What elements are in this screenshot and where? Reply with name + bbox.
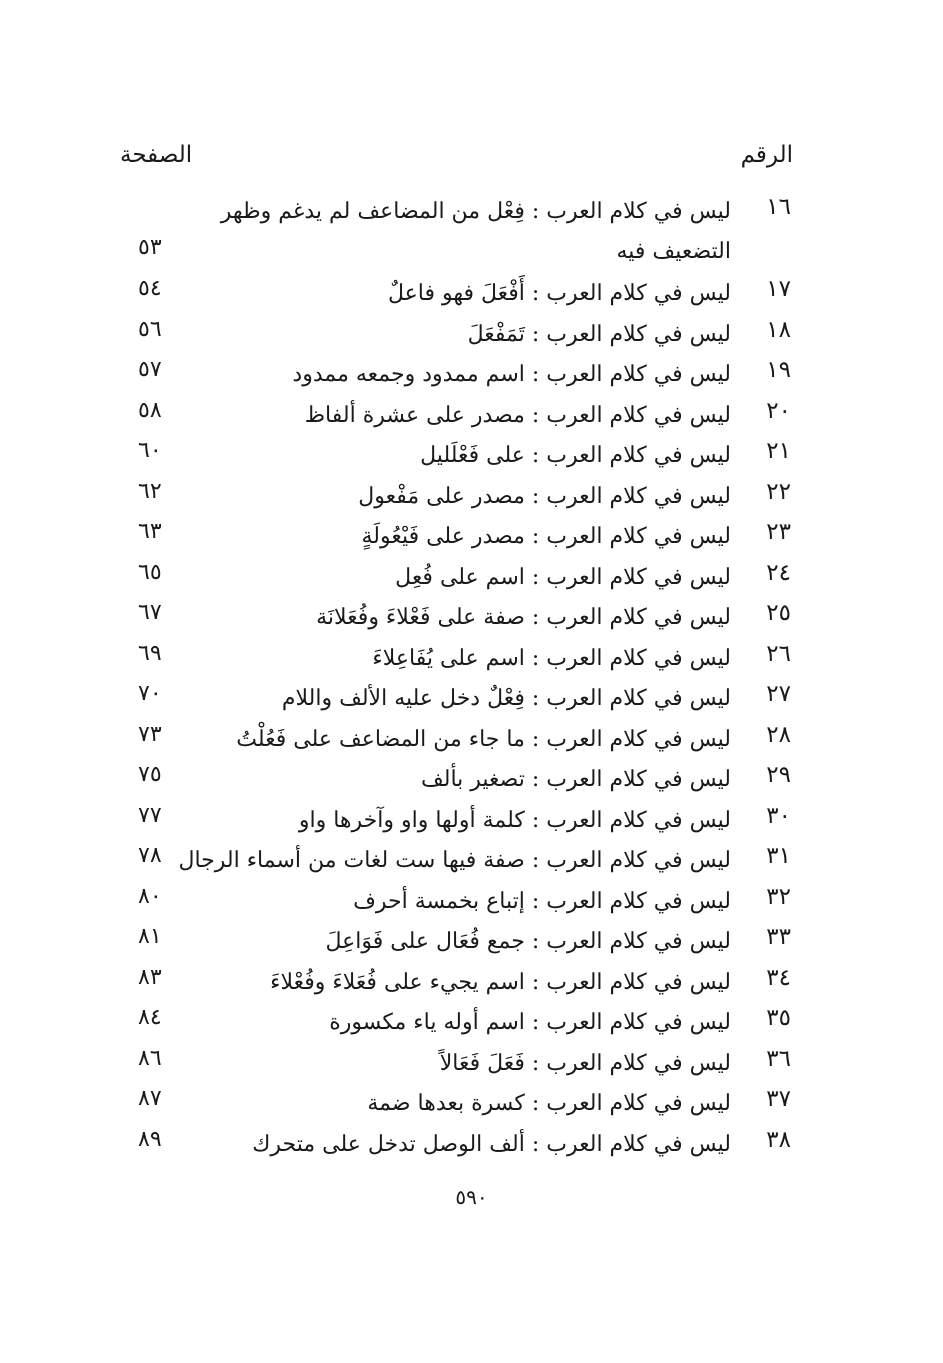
entry-number: ٢١ <box>766 438 791 464</box>
entry-number: ٣٧ <box>766 1086 791 1112</box>
entry-page: ٥٤ <box>138 276 162 301</box>
entry-title: ليس في كلام العرب : تَمَفْعَلَ <box>467 321 731 347</box>
entry-title: ليس في كلام العرب : جمع فُعَال على فَوَاعِلَ <box>325 929 731 954</box>
entry-page: ٨٧ <box>138 1086 162 1111</box>
index-row <box>0 192 943 274</box>
index-row <box>0 679 943 720</box>
entry-title: ليس في كلام العرب : ما جاء من المضاعف على فَعُلْتُ <box>236 726 731 752</box>
entry-title: ليس في كلام العرب : اسم ممدود وجمعه ممدود <box>292 362 731 387</box>
index-row <box>0 315 943 356</box>
entry-title: ليس في كلام العرب : اسم يجيء على فُعَلاءَ وفُعْلاءَ <box>270 969 731 995</box>
entry-page: ٧٧ <box>138 802 162 828</box>
entry-number: ١٦ <box>766 194 791 220</box>
entry-number: ٣٠ <box>766 802 791 829</box>
entry-number: ٢٩ <box>766 762 791 788</box>
entry-page: ٦٧ <box>138 600 162 625</box>
entry-page: ٥٧ <box>138 357 162 382</box>
entry-number: ٣٥ <box>766 1005 791 1031</box>
entry-title: ليس في كلام العرب : تصغير بألف <box>420 767 731 792</box>
index-row <box>0 963 943 1004</box>
entry-title: ليس في كلام العرب : كلمة أولها واو وآخرها واو <box>298 807 731 833</box>
entry-title: ليس في كلام العرب : مصدر على عشرة ألفاظ <box>304 402 731 428</box>
entry-title: ليس في كلام العرب : فِعْلٌ دخل عليه الألف واللام <box>281 686 731 711</box>
entry-page: ٨١ <box>138 924 162 949</box>
entry-number: ٢٣ <box>766 519 791 545</box>
entry-page: ٥٣ <box>138 235 162 260</box>
entry-title: ليس في كلام العرب : اسم أوله ياء مكسورة <box>329 1010 731 1035</box>
entry-number: ٢٠ <box>766 397 791 424</box>
index-row <box>0 841 943 882</box>
entry-number: ٢٢ <box>766 478 791 505</box>
entry-title: ليس في كلام العرب : أَفْعَلَ فهو فاعلٌ <box>387 281 731 306</box>
index-row <box>0 558 943 599</box>
entry-title: ليس في كلام العرب : فِعْل من المضاعف لم يدغم وظهر التضعيف فيه <box>220 199 731 264</box>
entry-title: ليس في كلام العرب : اسم على يُفَاعِلاءَ <box>372 645 731 671</box>
index-row <box>0 922 943 963</box>
index-row <box>0 1084 943 1125</box>
index-row <box>0 760 943 801</box>
entry-number: ٣١ <box>766 843 791 869</box>
entry-page: ٦٩ <box>138 640 162 666</box>
index-row <box>0 274 943 315</box>
entry-number: ١٨ <box>766 316 791 343</box>
entry-number: ١٩ <box>766 357 791 383</box>
entry-page: ٥٨ <box>138 397 162 423</box>
entry-number: ٣٨ <box>766 1126 791 1153</box>
entry-page: ٨٦ <box>138 1045 162 1071</box>
entry-title: ليس في كلام العرب : اسم على فُعِل <box>395 564 731 590</box>
index-row <box>0 355 943 396</box>
index-row <box>0 477 943 518</box>
entry-page: ٨٠ <box>138 883 162 909</box>
entry-page: ٦٢ <box>138 478 162 504</box>
index-row <box>0 1044 943 1085</box>
number-column-header: الرقم <box>740 142 793 168</box>
entry-title: ليس في كلام العرب : مصدر على فَيْعُولَةٍ <box>361 524 731 549</box>
entry-page: ٧٣ <box>138 721 162 747</box>
index-list <box>0 192 943 1165</box>
entry-page: ٦٠ <box>138 438 162 463</box>
entry-page: ٦٣ <box>138 519 162 544</box>
entry-page: ٧٨ <box>138 843 162 868</box>
entry-page: ٦٥ <box>138 559 162 585</box>
entry-number: ٣٤ <box>766 964 791 991</box>
index-row <box>0 396 943 437</box>
index-row <box>0 436 943 477</box>
entry-number: ٢٨ <box>766 721 791 748</box>
entry-number: ٣٣ <box>766 924 791 950</box>
entry-title: ليس في كلام العرب : كسرة بعدها ضمة <box>367 1091 731 1116</box>
entry-page: ٨٤ <box>138 1005 162 1030</box>
entry-title: ليس في كلام العرب : ألف الوصل تدخل على متحرك <box>252 1131 731 1157</box>
index-row <box>0 801 943 842</box>
page-column-header: الصفحة <box>120 142 193 168</box>
index-row <box>0 639 943 680</box>
entry-page: ٨٩ <box>138 1126 162 1152</box>
index-row <box>0 1125 943 1166</box>
entry-title: ليس في كلام العرب : على فَعْلَليل <box>420 443 731 468</box>
entry-title: ليس في كلام العرب : إتباع بخمسة أحرف <box>353 888 731 914</box>
entry-title: ليس في كلام العرب : فَعَلَ فَعَالاً <box>439 1050 731 1076</box>
page-number: ٥٩٠ <box>455 1185 488 1209</box>
entry-number: ٣٦ <box>766 1045 791 1072</box>
entry-page: ٧٠ <box>138 681 162 706</box>
entry-title: ليس في كلام العرب : مصدر على مَفْعول <box>358 483 731 509</box>
entry-title: ليس في كلام العرب : صفة فيها ست لغات من أسماء الرجال <box>178 848 731 873</box>
entry-page: ٥٦ <box>138 316 162 342</box>
index-row <box>0 882 943 923</box>
entry-number: ١٧ <box>766 276 791 302</box>
entry-number: ٣٢ <box>766 883 791 910</box>
entry-number: ٢٦ <box>766 640 791 667</box>
entry-number: ٢٧ <box>766 681 791 707</box>
entry-page: ٨٣ <box>138 964 162 990</box>
entry-title: ليس في كلام العرب : صفة على فَعْلاءَ وفُعَلانَة <box>316 605 731 630</box>
entry-number: ٢٥ <box>766 600 791 626</box>
index-row <box>0 1003 943 1044</box>
entry-page: ٧٥ <box>138 762 162 787</box>
index-row <box>0 598 943 639</box>
index-row <box>0 720 943 761</box>
index-row <box>0 517 943 558</box>
entry-number: ٢٤ <box>766 559 791 586</box>
